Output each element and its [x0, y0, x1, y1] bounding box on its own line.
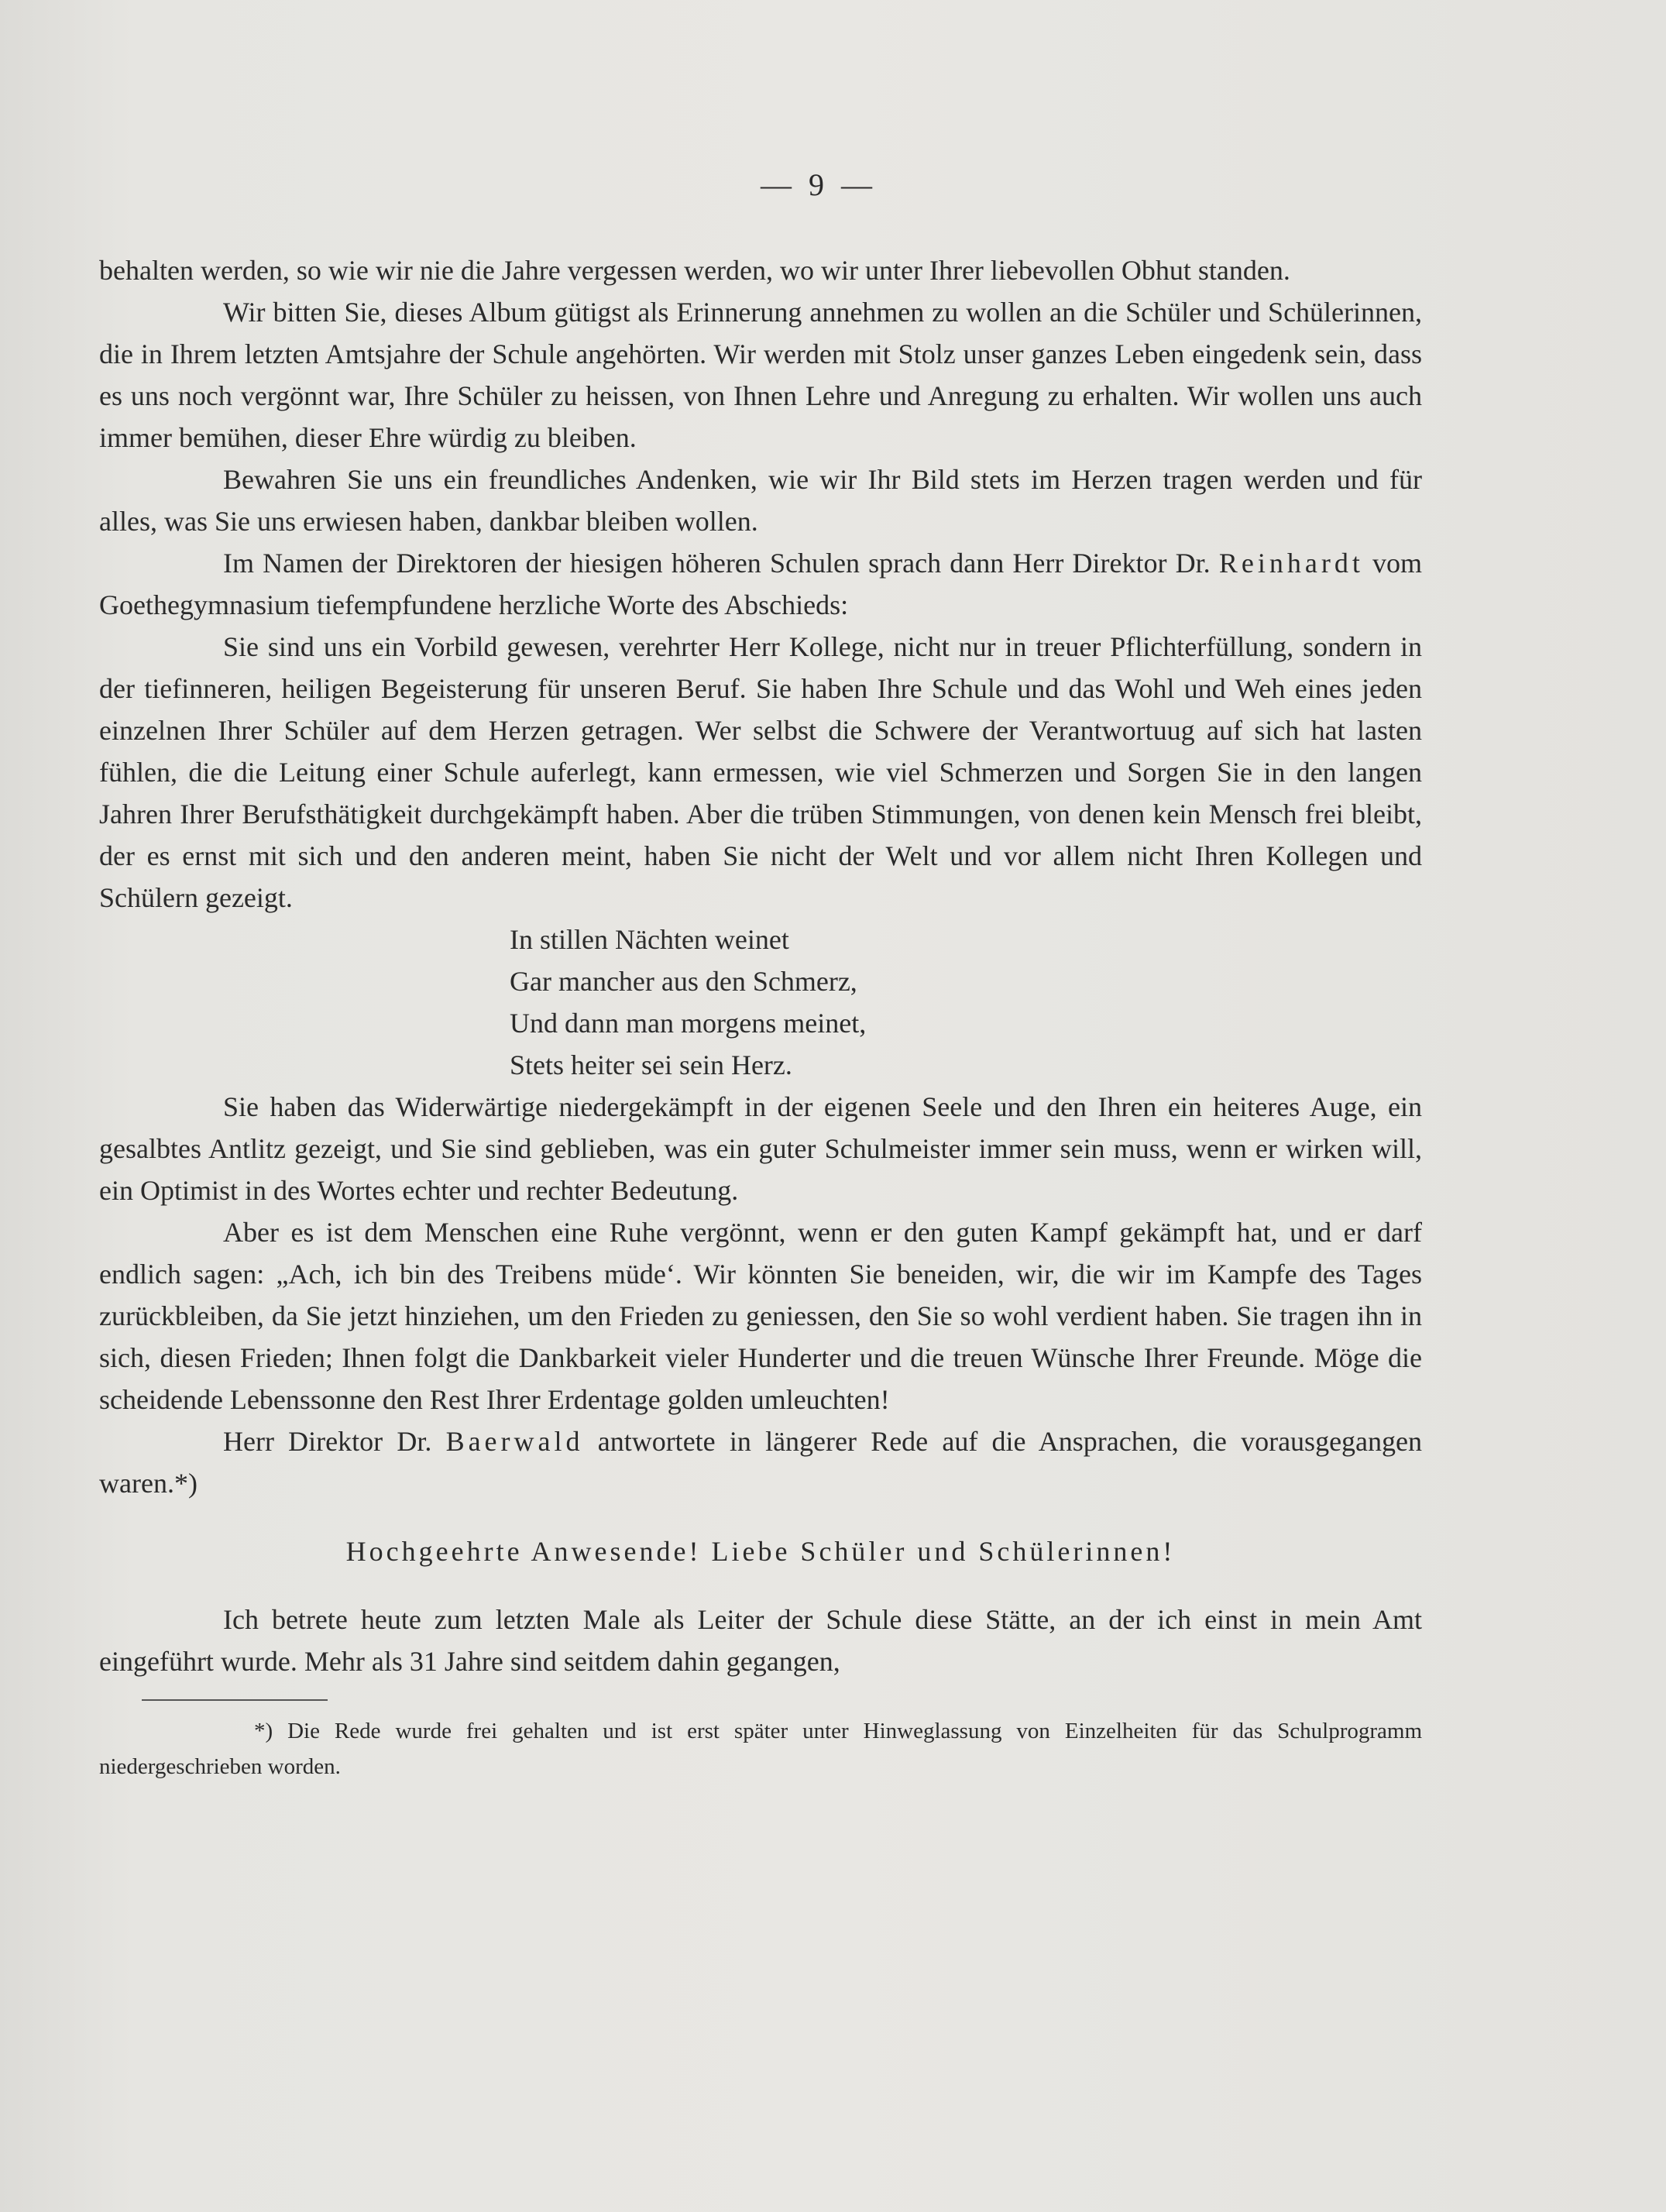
paragraph-7: Aber es ist dem Menschen eine Ruhe vergönnt, wenn er den guten Kampf gekämpft hat, und er darf endlich sagen: „Ach, ich bin des Treibens müde‘. Wir könnten Sie beneiden, wir, die wir im Kampfe des Tages zurückbleiben, da Sie jetzt hinziehen, um den Frieden zu geniessen, den Sie so wohl verdient haben. Sie tragen ihn in sich, diesen Frieden; Ihnen folgt die Dankbarkeit vieler Hunderter und die treuen Wünsche Ihrer Freunde. Möge die scheidende Lebenssonne den Rest Ihrer Erdentage golden umleuchten! [99, 1217, 1422, 1415]
verse-line: Gar mancher aus den Schmerz, [510, 966, 857, 997]
paragraph-5: Sie sind uns ein Vorbild gewesen, verehrter Herr Kollege, nicht nur in treuer Pflichterfüllung, sondern in der tiefinneren, heiligen Begeisterung für unseren Beruf. Sie haben Ihre Schule und das Wohl und Weh eines jeden einzelnen Ihrer Schüler auf dem Herzen getragen. Wer selbst die Schwere der Verantwortuug auf sich hat lasten fühlen, die die Leitung einer Schule auferlegt, kann ermessen, wie viel Schmerzen und Sorgen Sie in den langen Jahren Ihrer Berufsthätigkeit durchgekämpft haben. Aber die trüben Stimmungen, von denen kein Mensch frei bleibt, der es ernst mit sich und den anderen meint, haben Sie nicht der Welt und vor allem nicht Ihren Kollegen und Schülern gezeigt. [99, 631, 1422, 913]
paragraph-3: Bewahren Sie uns ein freundliches Andenken, wie wir Ihr Bild stets im Herzen tragen werden und für alles, was Sie uns erwiesen haben, dankbar bleiben wollen. [99, 464, 1422, 537]
paragraph-8-end: antwortete in längerer Rede auf die Ansprachen, die vorausgegangen waren.*) [99, 1426, 1423, 1499]
paragraph-2: Wir bitten Sie, dieses Album gütigst als Erinnerung annehmen zu wollen an die Schüler und Schülerinnen, die in Ihrem letzten Amtsjahre der Schule angehörten. Wir werden mit Stolz unser ganzes Leben eingedenk sein, dass es uns noch vergönnt war, Ihre Schüler zu heissen, von Ihnen Lehre und Anregung zu erhalten. Wir wollen uns auch immer bemühen, dieser Ehre würdig zu bleiben. [99, 297, 1422, 453]
paragraph-8 [99, 1420, 1422, 1504]
paragraph-4-end: vom Goethegymnasium tiefempfundene herzliche Worte des Abschieds: [99, 548, 1423, 620]
verse-line: Stets heiter sei sein Herz. [510, 1049, 792, 1080]
footnote-rule [142, 1699, 328, 1701]
paragraph-6: Sie haben das Widerwärtige niedergekämpft in der eigenen Seele und den Ihren ein heiteres Auge, ein gesalbtes Antlitz gezeigt, und Sie sind geblieben, was ein guter Schulmeister immer sein muss, wenn er wirken will, ein Optimist in des Wortes echter und rechter Bedeutung. [99, 1091, 1422, 1206]
body-text [99, 249, 1422, 1682]
paragraph-1: behalten werden, so wie wir nie die Jahre vergessen werden, wo wir unter Ihrer liebevollen Obhut standen. [99, 255, 1290, 286]
verse-line: Und dann man morgens meinet, [510, 1008, 867, 1039]
name-baerwald: Baerwald [445, 1426, 584, 1457]
footnote [99, 1713, 1422, 1784]
paragraph-8-start: Herr Direktor Dr. [223, 1426, 432, 1457]
verse [510, 919, 1422, 1086]
page-number: — 9 — [761, 167, 877, 202]
paragraph-4 [99, 542, 1422, 626]
name-reinhardt: Reinhardt [1218, 548, 1364, 579]
paragraph-9: Ich betrete heute zum letzten Male als Leiter der Schule diese Stätte, an der ich einst in mein Amt eingeführt wurde. Mehr als 31 Jahre sind seitdem dahin gegangen, [99, 1604, 1422, 1677]
verse-line: In stillen Nächten weinet [510, 924, 789, 955]
paragraph-4-start: Im Namen der Direktoren der hiesigen höheren Schulen sprach dann Herr Direktor Dr. [223, 548, 1211, 579]
footnote-text: *) Die Rede wurde frei gehalten und ist erst später unter Hinweglassung von Einzelheiten für das Schulprogramm niedergeschrieben worden. [99, 1719, 1422, 1779]
speech-heading: Hochgeehrte Anwesende! Liebe Schüler und Schülerinnen! [345, 1536, 1176, 1567]
